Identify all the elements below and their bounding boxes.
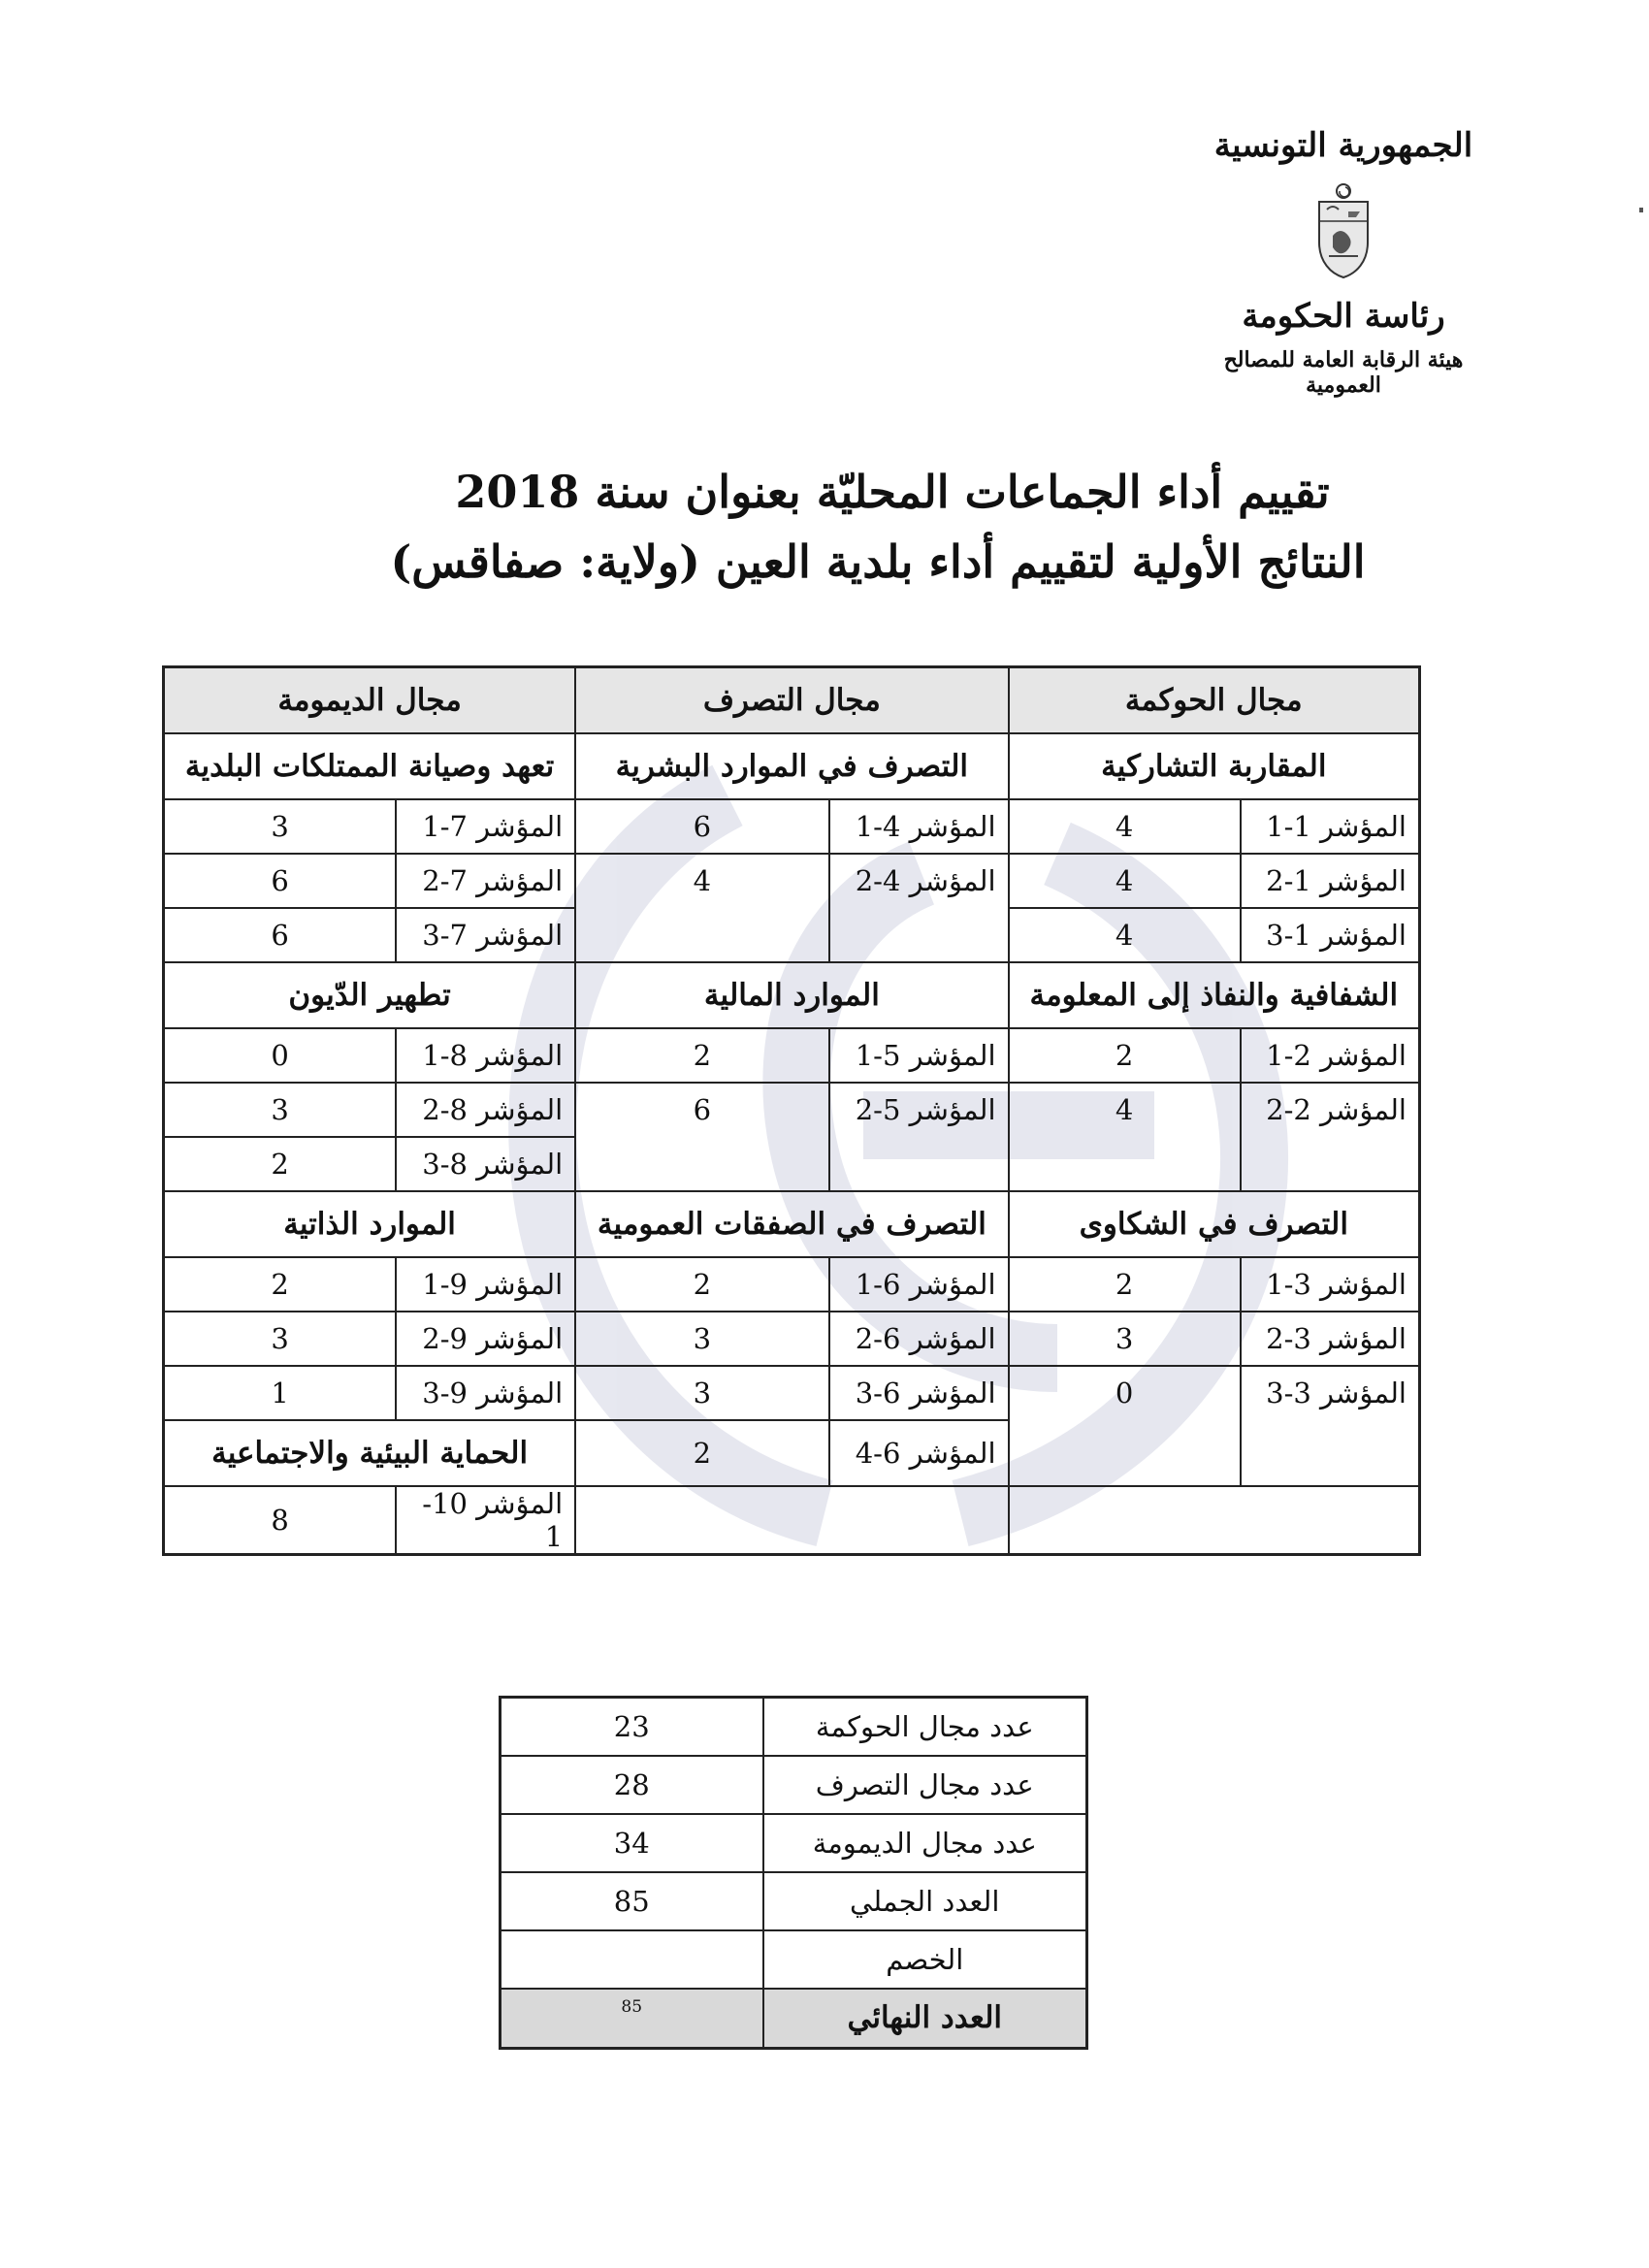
empty-cell	[1241, 1420, 1420, 1486]
tunisia-coat-of-arms-icon	[1313, 182, 1374, 279]
indicator-label: المؤشر 7-1	[396, 799, 575, 854]
indicator-label: المؤشر 2-2	[1241, 1083, 1420, 1137]
indicator-label: المؤشر 6-2	[829, 1312, 1009, 1366]
indicator-label: المؤشر 8-3	[396, 1137, 575, 1191]
indicator-value: 4	[1009, 799, 1241, 854]
indicator-value: 2	[164, 1137, 397, 1191]
indicator-label: المؤشر 9-3	[396, 1366, 575, 1420]
empty-cell	[1009, 1486, 1420, 1555]
indicator-value: 3	[164, 799, 397, 854]
summary-label: عدد مجال التصرف	[763, 1756, 1087, 1814]
summary-row	[501, 1872, 1087, 1930]
indicator-label: المؤشر 8-2	[396, 1083, 575, 1137]
indicator-label: المؤشر 3-1	[1241, 1257, 1420, 1312]
indicator-label: المؤشر 6-1	[829, 1257, 1009, 1312]
section-own-resources: الموارد الذاتية	[164, 1191, 576, 1257]
empty-cell	[1241, 1137, 1420, 1191]
title-line-2: النتائج الأولية لتقييم أداء بلدية العين (ولاية: صفاقس)	[390, 535, 1366, 588]
indicator-label: المؤشر 7-3	[396, 908, 575, 962]
indicator-label: المؤشر 4-1	[829, 799, 1009, 854]
indicator-label: المؤشر 1-1	[1241, 799, 1420, 854]
section-environmental-protection: الحماية البيئية والاجتماعية	[164, 1420, 576, 1486]
indicator-value: 0	[164, 1028, 397, 1083]
indicator-label: المؤشر 6-3	[829, 1366, 1009, 1420]
indicator-value: 2	[575, 1420, 828, 1486]
summary-value: 28	[501, 1756, 763, 1814]
summary-label: العدد الجملي	[763, 1872, 1087, 1930]
section-financial-resources: الموارد المالية	[575, 962, 1008, 1028]
indicator-label: المؤشر 7-2	[396, 854, 575, 908]
summary-row	[501, 1814, 1087, 1872]
section-public-procurement: التصرف في الصفقات العمومية	[575, 1191, 1008, 1257]
indicator-label: المؤشر 5-1	[829, 1028, 1009, 1083]
document-title	[0, 466, 1649, 588]
indicator-label: المؤشر 9-1	[396, 1257, 575, 1312]
indicator-label: المؤشر 1-2	[1241, 854, 1420, 908]
indicator-value: 4	[1009, 1083, 1241, 1137]
empty-cell	[1009, 1137, 1241, 1191]
indicator-label: المؤشر 9-2	[396, 1312, 575, 1366]
summary-label: الخصم	[763, 1930, 1087, 1989]
indicator-label: المؤشر 3-3	[1241, 1366, 1420, 1420]
indicator-label: المؤشر 1-3	[1241, 908, 1420, 962]
indicator-value: 6	[164, 908, 397, 962]
indicator-value: 2	[164, 1257, 397, 1312]
final-score-value: 85	[501, 1989, 763, 2049]
summary-final-row	[501, 1989, 1087, 2049]
final-score-label: العدد النهائي	[763, 1989, 1087, 2049]
domain-management: مجال التصرف	[575, 667, 1008, 733]
indicator-value: 0	[1009, 1366, 1241, 1420]
domain-governance: مجال الحوكمة	[1009, 667, 1420, 733]
indicator-value: 4	[1009, 908, 1241, 962]
section-complaints: التصرف في الشكاوى	[1009, 1191, 1420, 1257]
summary-value: 34	[501, 1814, 763, 1872]
indicator-label: المؤشر 8-1	[396, 1028, 575, 1083]
section-property-maintenance: تعهد وصيانة الممتلكات البلدية	[164, 733, 576, 799]
empty-cell	[829, 908, 1009, 962]
authority-name: هيئة الرقابة العامة للمصالح العمومية	[1223, 347, 1464, 398]
section-transparency: الشفافية والنفاذ إلى المعلومة	[1009, 962, 1420, 1028]
indicator-value: 6	[164, 854, 397, 908]
indicator-label: المؤشر 6-4	[829, 1420, 1009, 1486]
section-human-resources: التصرف في الموارد البشرية	[575, 733, 1008, 799]
indicator-value: 3	[164, 1312, 397, 1366]
indicator-value: 2	[575, 1028, 828, 1083]
indicators-table	[162, 665, 1421, 1556]
summary-value: 85	[501, 1872, 763, 1930]
indicator-value: 2	[1009, 1257, 1241, 1312]
indicator-value: 4	[575, 854, 828, 908]
indicator-value: 3	[1009, 1312, 1241, 1366]
indicator-value: 3	[575, 1312, 828, 1366]
indicator-value: 2	[1009, 1028, 1241, 1083]
summary-label: عدد مجال الديمومة	[763, 1814, 1087, 1872]
indicator-label: المؤشر 3-2	[1241, 1312, 1420, 1366]
summary-row	[501, 1756, 1087, 1814]
empty-cell	[1009, 1420, 1241, 1486]
summary-row	[501, 1698, 1087, 1756]
summary-value: 23	[501, 1698, 763, 1756]
summary-row	[501, 1930, 1087, 1989]
presidency-name: رئاسة الحكومة	[1242, 297, 1445, 336]
indicator-value: 6	[575, 799, 828, 854]
summary-label: عدد مجال الحوكمة	[763, 1698, 1087, 1756]
indicator-value: 1	[164, 1366, 397, 1420]
indicator-value: 3	[575, 1366, 828, 1420]
summary-table	[499, 1696, 1088, 2050]
republic-name: الجمهورية التونسية	[1213, 126, 1473, 165]
indicator-label: المؤشر 4-2	[829, 854, 1009, 908]
empty-cell	[829, 1137, 1009, 1191]
indicator-value: 8	[164, 1486, 397, 1555]
empty-cell	[575, 1486, 1008, 1555]
letterhead	[1183, 126, 1504, 398]
summary-value	[501, 1930, 763, 1989]
empty-cell	[575, 908, 828, 962]
title-line-1: تقييم أداء الجماعات المحليّة بعنوان سنة 2018	[455, 466, 1330, 518]
indicator-value: 2	[575, 1257, 828, 1312]
empty-cell	[575, 1137, 828, 1191]
indicator-label: المؤشر 5-2	[829, 1083, 1009, 1137]
domain-sustainability: مجال الديمومة	[164, 667, 576, 733]
scan-speck	[1639, 208, 1643, 212]
indicator-label: المؤشر 10-1	[396, 1486, 575, 1555]
indicator-value: 3	[164, 1083, 397, 1137]
indicator-value: 4	[1009, 854, 1241, 908]
section-participatory-approach: المقاربة التشاركية	[1009, 733, 1420, 799]
indicator-label: المؤشر 2-1	[1241, 1028, 1420, 1083]
indicator-value: 6	[575, 1083, 828, 1137]
section-debt-clearance: تطهير الدّيون	[164, 962, 576, 1028]
